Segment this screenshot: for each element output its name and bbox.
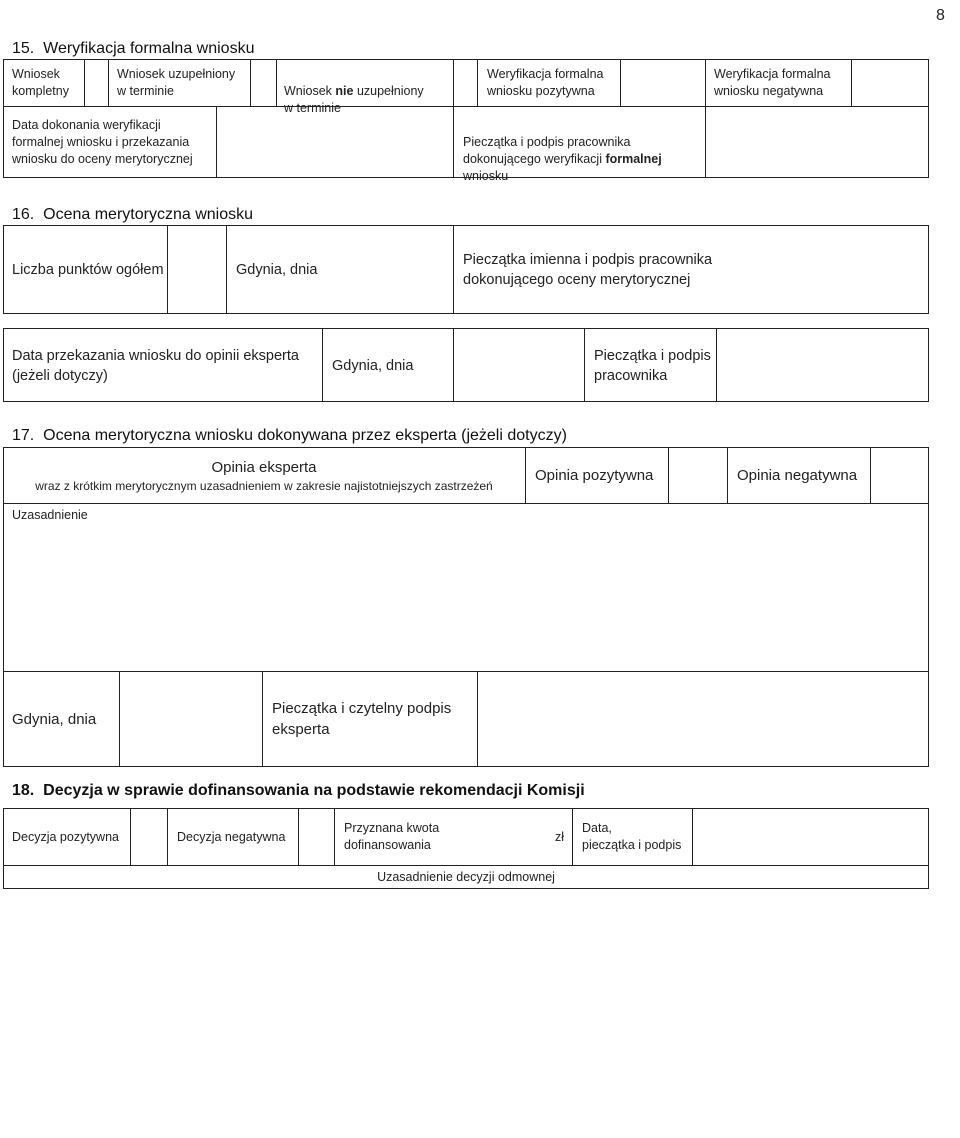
field-data-ekspert[interactable] — [120, 672, 261, 766]
label-opinia-eksperta: Opinia eksperta — [211, 459, 317, 476]
label-gdynia-dnia-ocena: Gdynia, dnia — [236, 262, 318, 278]
section-16-heading — [12, 205, 253, 225]
section-16-number: 16. — [12, 206, 35, 223]
label-liczba-punktow: Liczba punktów ogółem — [12, 262, 164, 278]
checkbox-wniosek-nie-uzupelniony[interactable] — [454, 60, 476, 105]
section-15-heading — [12, 39, 254, 59]
label-pieczatka-ocena: Pieczątka imienna i podpis pracownika dokonującego oceny merytorycznej — [463, 252, 713, 288]
field-data-przekazania[interactable] — [454, 329, 583, 401]
label-decyzja-negatywna: Decyzja negatywna — [177, 830, 286, 844]
checkbox-weryfikacja-negatywna[interactable] — [852, 60, 928, 105]
checkbox-decyzja-pozytywna[interactable] — [131, 809, 166, 864]
field-data-weryfikacji[interactable] — [217, 107, 452, 177]
field-liczba-punktow[interactable] — [168, 226, 225, 313]
label-data-weryfikacji: Data dokonania weryfikacji formalnej wniosku i przekazania wniosku do oceny merytorycznej — [12, 118, 193, 166]
section-16-title: Ocena merytoryczna wniosku — [43, 206, 253, 223]
label-weryfikacja-pozytywna: Weryfikacja formalna wniosku pozytywna — [487, 67, 604, 98]
checkbox-wniosek-uzupelniony[interactable] — [251, 60, 275, 105]
section-17-heading — [12, 426, 567, 446]
field-kwota-dofinansowania[interactable] — [440, 809, 550, 864]
label-wniosek-kompletny: Wniosek kompletny — [12, 67, 69, 98]
checkbox-wniosek-kompletny[interactable] — [85, 60, 107, 105]
label-opinia-negatywna: Opinia negatywna — [737, 467, 858, 484]
label-przyznana-kwota: Przyznana kwota dofinansowania — [344, 821, 440, 852]
label-opinia-pozytywna: Opinia pozytywna — [535, 467, 654, 484]
section-15-number: 15. — [12, 40, 35, 57]
label-gdynia-dnia-ekspert: Gdynia, dnia — [12, 711, 97, 728]
field-uzasadnienie[interactable] — [4, 526, 928, 670]
checkbox-decyzja-negatywna[interactable] — [299, 809, 333, 864]
section-18-heading — [12, 781, 585, 801]
label-decyzja-pozytywna: Decyzja pozytywna — [12, 830, 119, 844]
label-wniosek-nie-uzupelniony: Wniosek nie uzupełniony w terminie — [284, 84, 424, 115]
label-weryfikacja-negatywna: Weryfikacja formalna wniosku negatywna — [714, 67, 831, 98]
section-18-number: 18. — [12, 782, 35, 799]
field-podpis-pracownika[interactable] — [717, 329, 928, 401]
field-podpis-eksperta[interactable] — [478, 672, 928, 766]
field-podpis-weryfikacja[interactable] — [706, 107, 928, 177]
label-pieczatka-pracownika: Pieczątka i podpis pracownika — [594, 348, 711, 384]
label-uzasadnienie: Uzasadnienie — [12, 508, 88, 522]
label-gdynia-dnia-przekazanie: Gdynia, dnia — [332, 358, 414, 374]
label-pieczatka-eksperta: Pieczątka i czytelny podpis eksperta — [272, 700, 452, 738]
checkbox-opinia-negatywna[interactable] — [871, 448, 928, 502]
label-pieczatka-weryfikacja: Pieczątka i podpis pracownika dokonującego weryfikacji formalnej wniosku — [463, 135, 662, 183]
section-15-title: Weryfikacja formalna wniosku — [43, 40, 255, 57]
section-17-title-suffix: (jeżeli dotyczy) — [456, 427, 567, 444]
checkbox-weryfikacja-pozytywna[interactable] — [621, 60, 704, 105]
label-data-przekazania: Data przekazania wniosku do opinii eksperta (jeżeli dotyczy) — [12, 348, 299, 384]
label-data-pieczatka-podpis: Data, pieczątka i podpis — [582, 821, 682, 852]
label-opinia-uzasadnienie: wraz z krótkim merytorycznym uzasadnieniem w zakresie najistotniejszych zastrzeżeń — [35, 479, 493, 493]
section-17-title: Ocena merytoryczna wniosku dokonywana przez eksperta — [43, 427, 457, 444]
label-uzasadnienie-decyzji: Uzasadnienie decyzji odmownej — [377, 870, 555, 884]
page-number: 8 — [936, 7, 945, 24]
section-17-number: 17. — [12, 427, 35, 444]
section-18-title: Decyzja w sprawie dofinansowania na podstawie rekomendacji Komisji — [43, 782, 585, 799]
checkbox-opinia-pozytywna[interactable] — [669, 448, 726, 502]
field-podpis-decyzja[interactable] — [693, 809, 928, 864]
label-wniosek-uzupelniony: Wniosek uzupełniony w terminie — [117, 67, 236, 98]
label-currency-zl: zł — [555, 830, 565, 844]
